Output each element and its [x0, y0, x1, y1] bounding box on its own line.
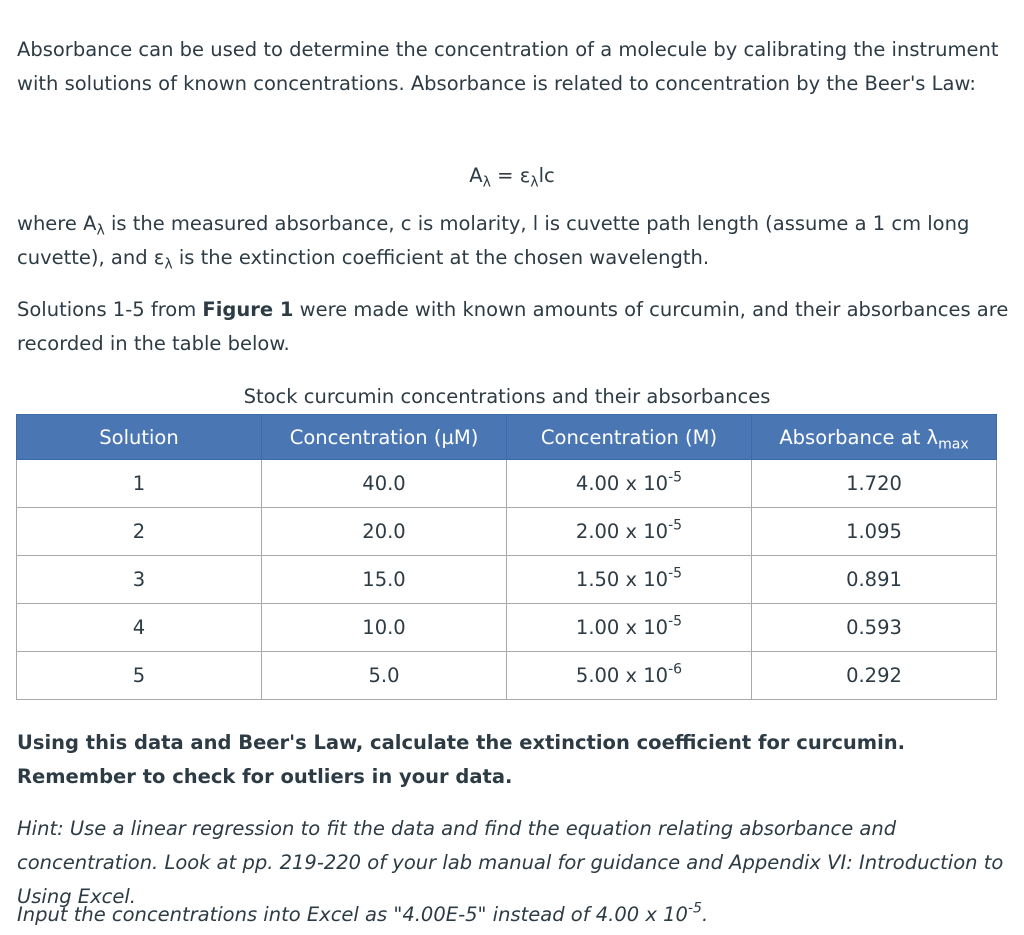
cell-absorbance: 0.593 — [752, 604, 997, 652]
table-row — [17, 556, 997, 604]
solutions-text-1: Solutions 1-5 from — [17, 298, 203, 321]
eq-a: A — [469, 164, 483, 187]
excel-hint-exponent: -5 — [687, 900, 702, 917]
header-absorbance-label: Absorbance at λ — [779, 425, 939, 449]
eq-equals: = — [490, 164, 520, 187]
cell-mantissa: 1.50 x 10 — [575, 568, 669, 591]
eq-epsilon: ε — [519, 164, 531, 187]
cell-solution: 4 — [17, 604, 262, 652]
header-concentration-um: Concentration (µM) — [262, 415, 507, 460]
cell-concentration-um: 15.0 — [262, 556, 507, 604]
cell-mantissa: 1.00 x 10 — [575, 616, 669, 639]
eq-rest: lc — [538, 164, 555, 187]
cell-absorbance: 1.095 — [752, 508, 997, 556]
header-concentration-m: Concentration (M) — [507, 415, 752, 460]
where-text-1: where A — [17, 212, 97, 235]
where-sub-1: λ — [96, 222, 105, 239]
cell-absorbance: 0.292 — [752, 652, 997, 700]
absorbance-table — [16, 414, 997, 700]
cell-solution: 3 — [17, 556, 262, 604]
excel-hint-text-1: Input the concentrations into Excel as "4.00E-5" instead of 4.00 x 10 — [17, 903, 688, 926]
table-row — [17, 652, 997, 700]
question-text: Using this data and Beer's Law, calculate the extinction coefficient for curcumin. Remember to check for outliers in your data. — [17, 731, 906, 788]
where-paragraph — [17, 207, 1012, 275]
table-row — [17, 508, 997, 556]
table-row — [17, 460, 997, 508]
cell-absorbance: 1.720 — [752, 460, 997, 508]
cell-exponent: -5 — [668, 613, 683, 630]
excel-hint-text-2: . — [701, 903, 709, 926]
cell-concentration-m — [507, 460, 752, 508]
cell-absorbance: 0.891 — [752, 556, 997, 604]
table-row — [17, 604, 997, 652]
header-solution: Solution — [17, 415, 262, 460]
cell-concentration-m — [507, 652, 752, 700]
cell-solution: 2 — [17, 508, 262, 556]
cell-exponent: -5 — [668, 517, 683, 534]
excel-input-hint — [17, 898, 1012, 932]
table-caption: Stock curcumin concentrations and their absorbances — [243, 385, 771, 408]
cell-concentration-m — [507, 604, 752, 652]
header-absorbance-sub: max — [938, 435, 969, 452]
cell-concentration-um: 20.0 — [262, 508, 507, 556]
where-sub-2: λ — [164, 256, 173, 273]
cell-concentration-m — [507, 556, 752, 604]
cell-solution: 1 — [17, 460, 262, 508]
solutions-paragraph — [17, 293, 1012, 361]
cell-exponent: -5 — [668, 469, 683, 486]
where-text-3: is the extinction coefficient at the chosen wavelength. — [172, 246, 710, 269]
eq-a-sub: λ — [482, 174, 491, 191]
cell-exponent: -6 — [668, 661, 683, 678]
solutions-text-2: were made with known amounts of curcumin, and their absorbances are recorded in the table below. — [17, 298, 1009, 355]
eq-epsilon-sub: λ — [530, 174, 539, 191]
cell-mantissa: 4.00 x 10 — [575, 472, 669, 495]
cell-concentration-m — [507, 508, 752, 556]
where-text-2: is the measured absorbance, c is molarity, l is cuvette path length (assume a 1 cm long cuvette), and ε — [17, 212, 970, 269]
cell-mantissa: 2.00 x 10 — [575, 520, 669, 543]
cell-concentration-um: 5.0 — [262, 652, 507, 700]
figure-reference: Figure 1 — [202, 298, 294, 321]
cell-solution: 5 — [17, 652, 262, 700]
hint-text: Hint: Use a linear regression to fit the data and find the equation relating absorbance and concentration. Look at pp. 219-220 of your lab manual for guidance and Appendix VI: Introduction to Using Excel. — [17, 817, 1004, 908]
cell-concentration-um: 40.0 — [262, 460, 507, 508]
cell-concentration-um: 10.0 — [262, 604, 507, 652]
beers-law-equation — [0, 159, 1024, 193]
table-header-row — [17, 415, 997, 460]
cell-mantissa: 5.00 x 10 — [575, 664, 669, 687]
cell-exponent: -5 — [668, 565, 683, 582]
header-absorbance — [752, 415, 997, 460]
intro-paragraph: Absorbance can be used to determine the concentration of a molecule by calibrating the instrument with solutions of known concentrations. Absorbance is related to concentration by the Beer's Law: — [17, 38, 999, 95]
